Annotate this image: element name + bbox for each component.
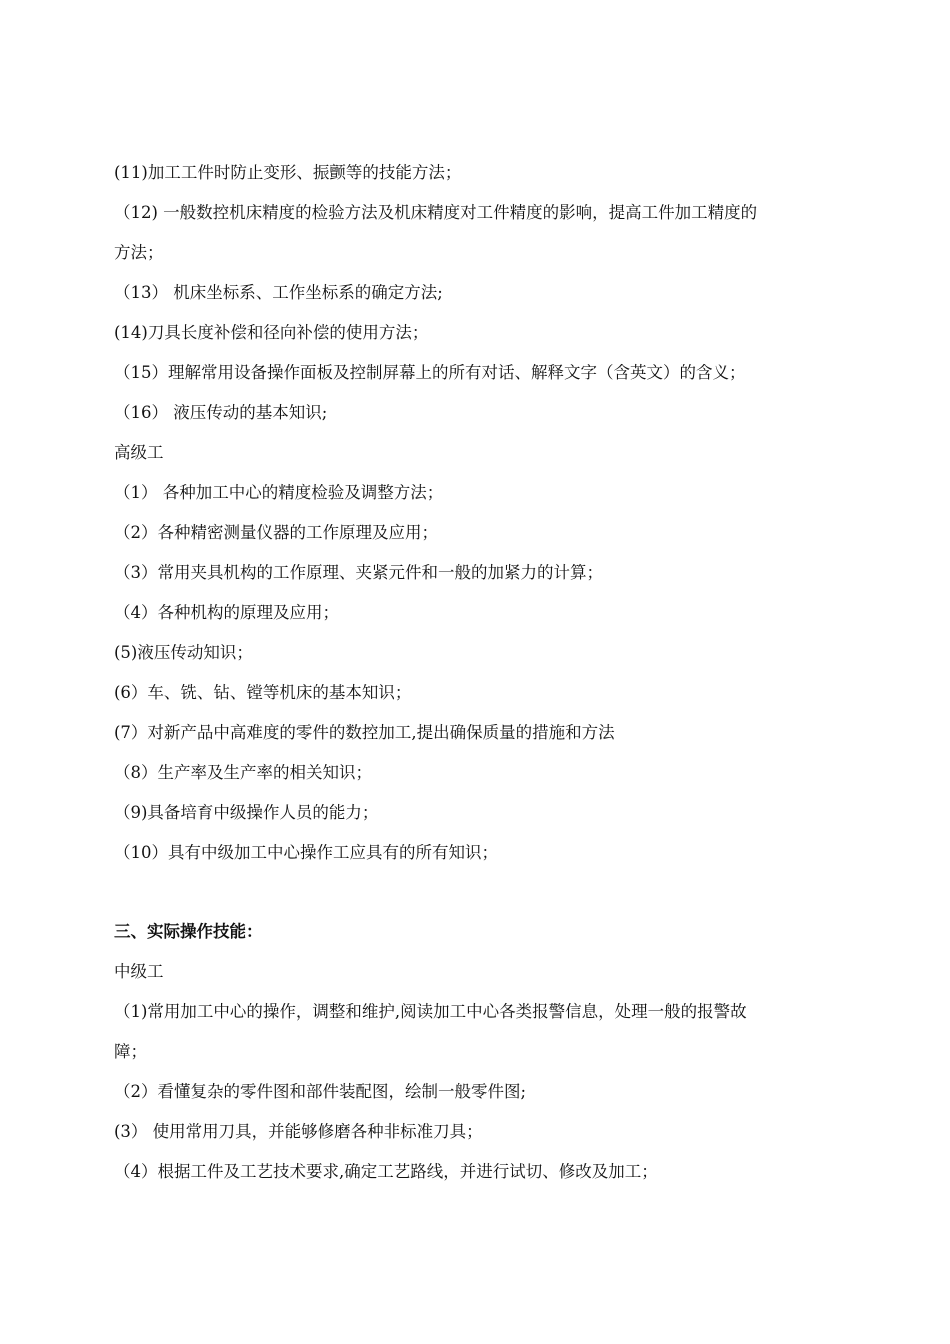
text-line: (3） 使用常用刀具，并能够修磨各种非标准刀具；	[114, 1122, 483, 1141]
text-line: （10）具有中级加工中心操作工应具有的所有知识；	[114, 843, 498, 862]
text-line: （1)常用加工中心的操作，调整和维护,阅读加工中心各类报警信息，处理一般的报警故	[114, 1002, 747, 1021]
text-line: (11)加工工件时防止变形、振颤等的技能方法；	[114, 163, 462, 182]
text-line: （4）各种机构的原理及应用；	[114, 603, 339, 622]
text-line: (14)刀具长度补偿和径向补偿的使用方法；	[114, 323, 429, 342]
text-line: （2）各种精密测量仪器的工作原理及应用；	[114, 523, 438, 542]
text-line: （4）根据工件及工艺技术要求,确定工艺路线，并进行试切、修改及加工；	[114, 1162, 658, 1181]
text-line: （16） 液压传动的基本知识;	[114, 403, 328, 422]
section-subheading: 高级工	[114, 443, 164, 462]
text-line: (7）对新产品中高难度的零件的数控加工,提出确保质量的措施和方法	[114, 723, 615, 742]
text-line: （2）看懂复杂的零件图和部件装配图，绘制一般零件图;	[114, 1082, 527, 1101]
text-line: （3）常用夹具机构的工作原理、夹紧元件和一般的加紧力的计算；	[114, 563, 603, 582]
text-line: （1） 各种加工中心的精度检验及调整方法；	[114, 483, 444, 502]
text-line: （9)具备培育中级操作人员的能力；	[114, 803, 379, 822]
text-line: (6）车、铣、钻、镗等机床的基本知识；	[114, 683, 412, 702]
text-line: （8）生产率及生产率的相关知识；	[114, 763, 372, 782]
section-subheading: 中级工	[114, 962, 164, 981]
text-line: (5)液压传动知识；	[114, 643, 253, 662]
text-line: 方法；	[114, 243, 164, 262]
section-heading: 三、实际操作技能：	[114, 922, 263, 941]
text-line: （13） 机床坐标系、工作坐标系的确定方法;	[114, 283, 443, 302]
text-line: （12) 一般数控机床精度的检验方法及机床精度对工件精度的影响，提高工件加工精度的	[114, 203, 758, 222]
text-line: 障；	[114, 1042, 147, 1061]
text-line: （15）理解常用设备操作面板及控制屏幕上的所有对话、解释文字（含英文）的含义；	[114, 363, 746, 382]
